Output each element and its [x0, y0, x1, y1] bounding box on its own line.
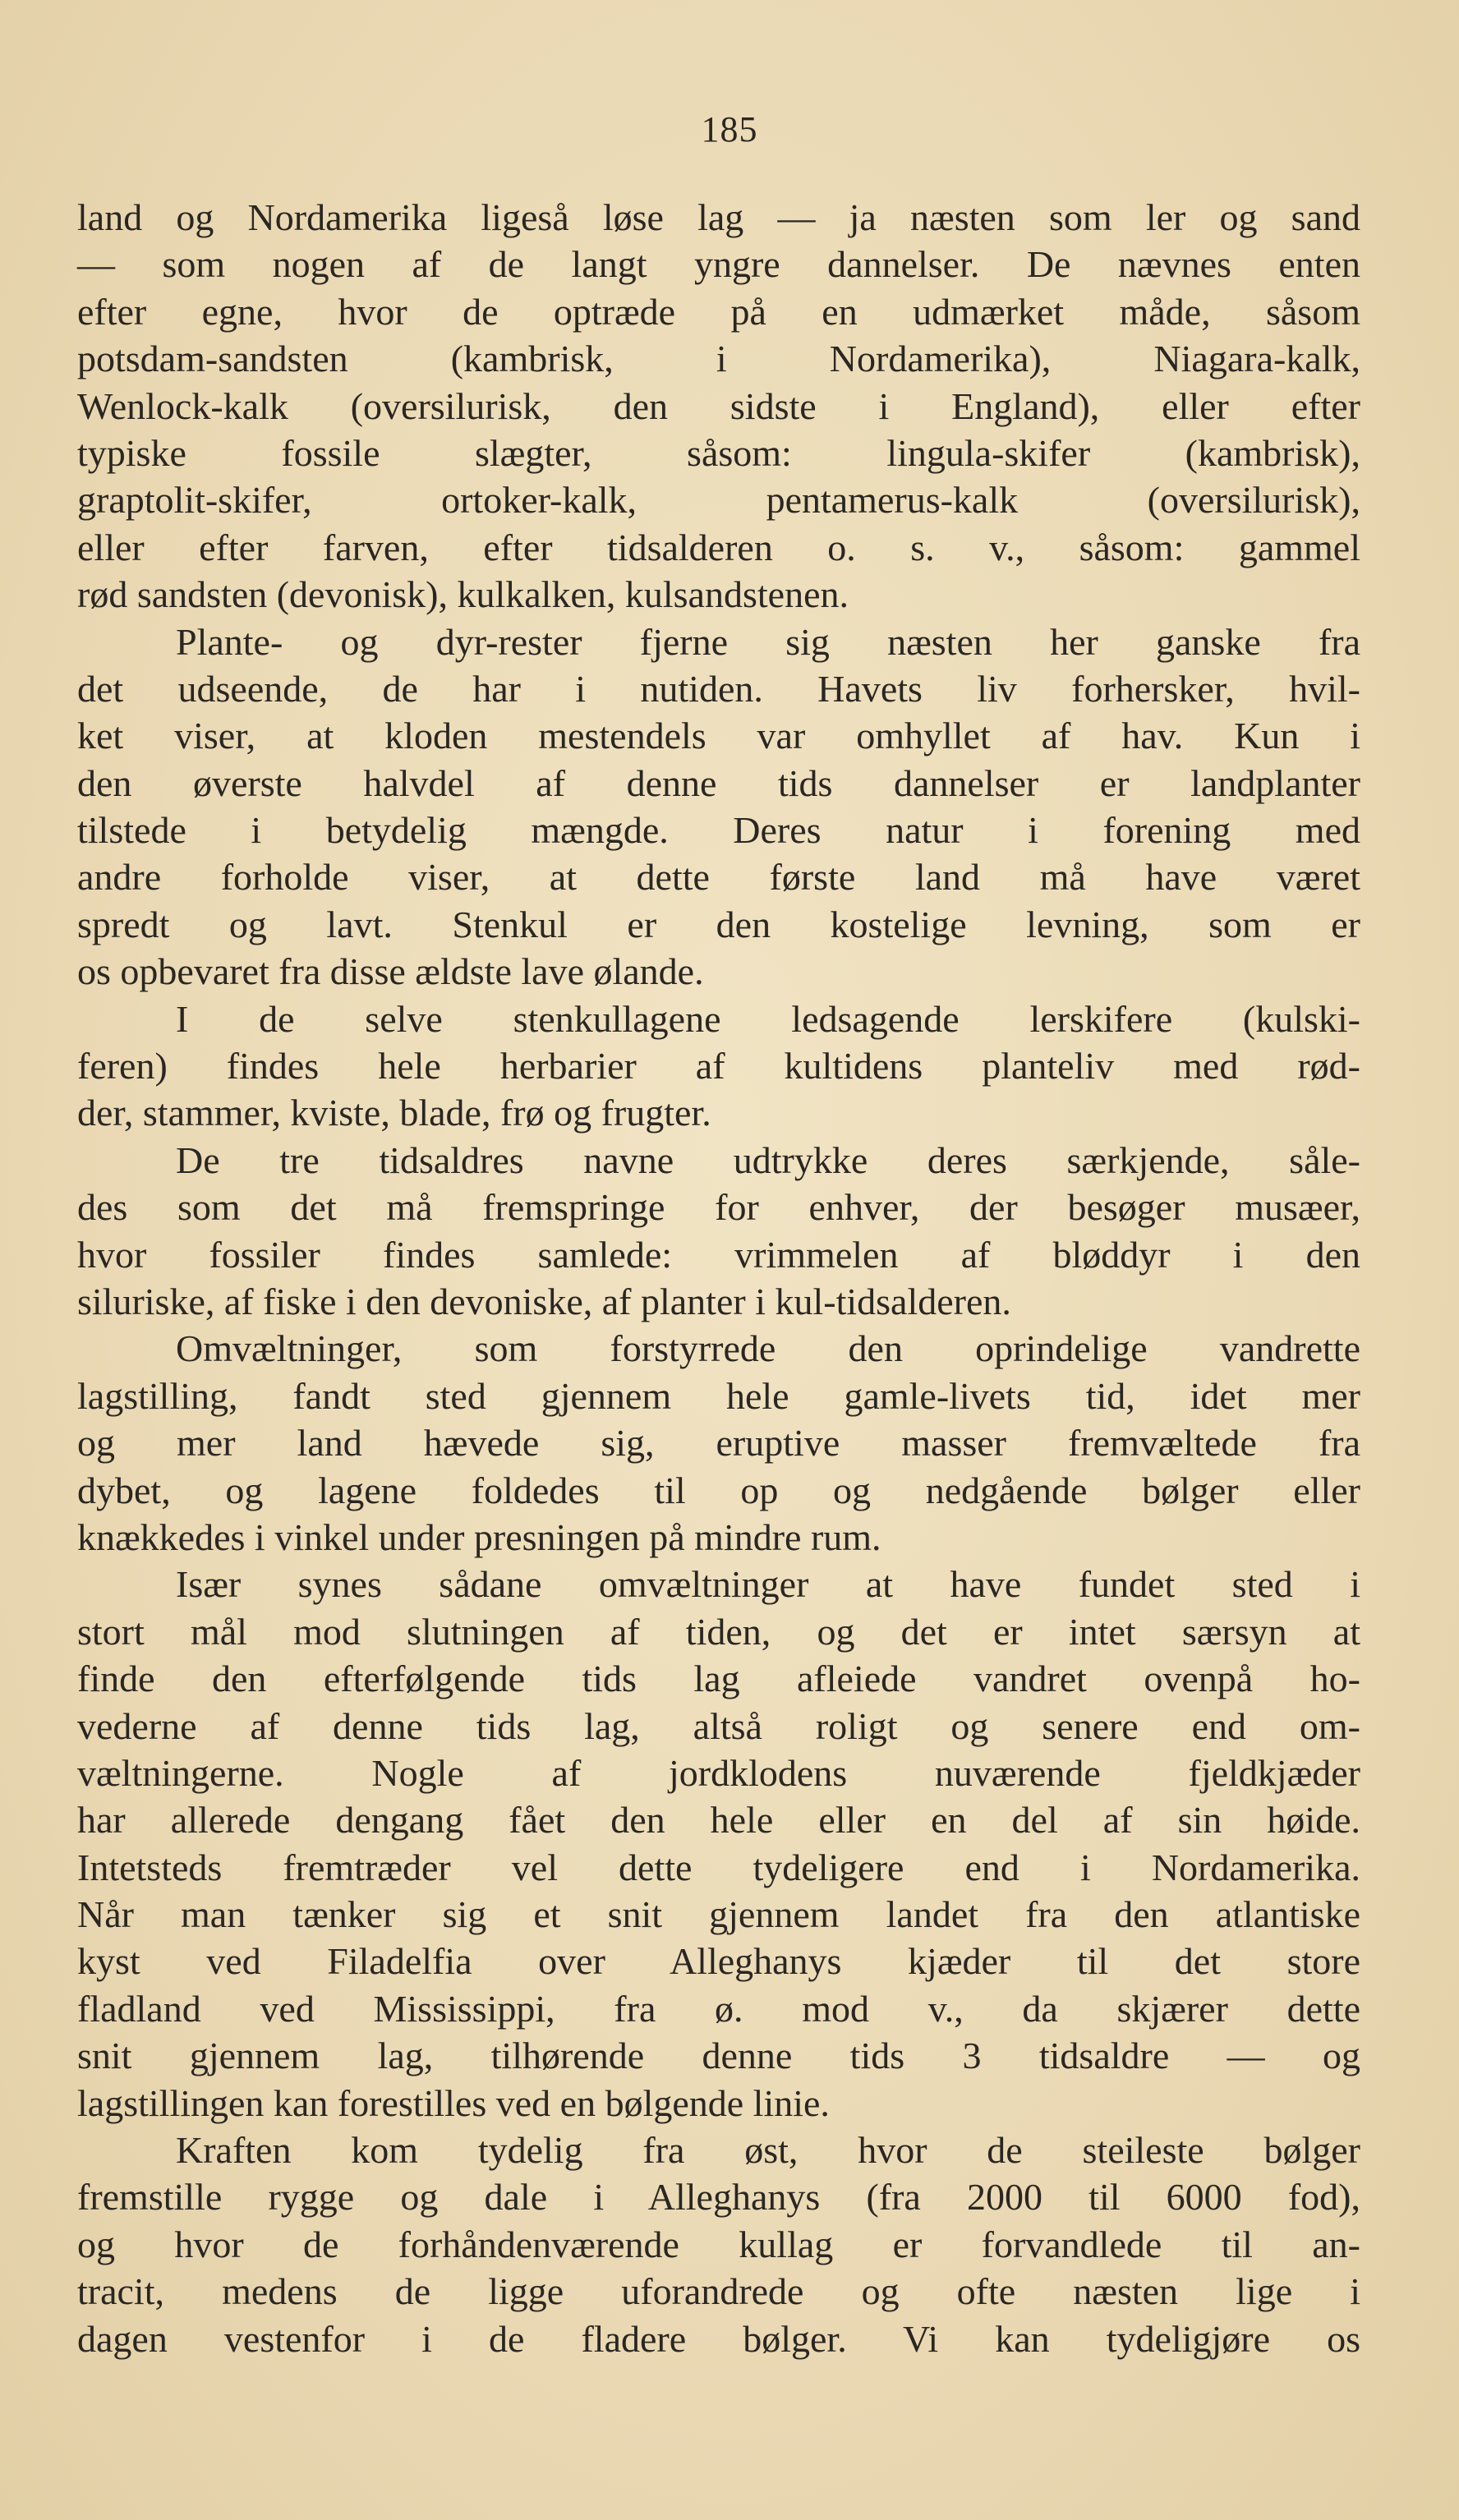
text-line: væltningerne. Nogle af jordklodens nuværende fjeldkjæder	[77, 1751, 1360, 1794]
text-line: stort mål mod slutningen af tiden, og det er intet særsyn at	[77, 1610, 1360, 1653]
text-line: det udseende, de har i nutiden. Havets liv forhersker, hvil-	[77, 667, 1360, 710]
text-line: vederne af denne tids lag, altså roligt og senere end om-	[77, 1704, 1360, 1747]
text-line: potsdam-sandsten (kambrisk, i Nordamerika), Niagara-kalk,	[77, 338, 1360, 380]
text-line: eller efter farven, efter tidsalderen o. s. v., såsom: gammel	[77, 526, 1360, 568]
text-line: dagen vestenfor i de fladere bølger. Vi kan tydeligjøre os	[77, 2317, 1360, 2360]
text-line: des som det må fremspringe for enhver, der besøger musæer,	[77, 1186, 1360, 1229]
text-line: tracit, medens de ligge uforandrede og ofte næsten lige i	[77, 2270, 1360, 2313]
text-line: De tre tidsaldres navne udtrykke deres særkjende, såle-	[176, 1138, 1360, 1181]
text-line: graptolit-skifer, ortoker-kalk, pentamerus-kalk (oversilurisk),	[77, 479, 1360, 522]
text-line: andre forholde viser, at dette første land må have været	[77, 856, 1360, 899]
text-line: ket viser, at kloden mestendels var omhyllet af hav. Kun i	[77, 715, 1360, 757]
text-line: knækkedes i vinkel under presningen på mindre rum.	[77, 1515, 881, 1558]
text-line: snit gjennem lag, tilhørende denne tids 3 tidsaldre — og	[77, 2035, 1360, 2077]
text-line: I de selve stenkullagene ledsagende lerskifere (kulski-	[176, 997, 1360, 1040]
text-line: dybet, og lagene foldedes til op og nedgående bølger eller	[77, 1469, 1360, 1511]
text-line: Når man tænker sig et snit gjennem landet fra den atlantiske	[77, 1893, 1360, 1936]
text-line: og mer land hævede sig, eruptive masser fremvæltede fra	[77, 1422, 1360, 1465]
text-line: rød sandsten (devonisk), kulkalken, kulsandstenen.	[77, 573, 849, 616]
text-line: typiske fossile slægter, såsom: lingula-skifer (kambrisk),	[77, 431, 1360, 474]
text-line: os opbevaret fra disse ældste lave ølande.	[77, 950, 704, 993]
text-line: siluriske, af fiske i den devoniske, af planter i kul-tidsalderen.	[77, 1280, 1011, 1322]
text-line: finde den efterfølgende tids lag afleiede vandret ovenpå ho-	[77, 1658, 1360, 1700]
text-line: feren) findes hele herbarier af kultidens planteliv med rød-	[77, 1045, 1360, 1088]
text-line: Kraften kom tydelig fra øst, hvor de steileste bølger	[176, 2129, 1360, 2172]
text-line: Plante- og dyr-rester fjerne sig næsten her ganske fra	[176, 620, 1360, 663]
text-line: land og Nordamerika ligeså løse lag — ja næsten som ler og sand	[77, 196, 1360, 238]
body-text	[77, 194, 1360, 2362]
text-line: efter egne, hvor de optræde på en udmærket måde, såsom	[77, 290, 1360, 333]
page-number: 185	[701, 109, 758, 149]
text-line: har allerede dengang fået den hele eller en del af sin høide.	[77, 1799, 1360, 1842]
text-line: Omvæltninger, som forstyrrede den oprindelige vandrette	[176, 1327, 1360, 1370]
text-line: og hvor de forhåndenværende kullag er forvandlede til an-	[77, 2223, 1360, 2265]
text-line: kyst ved Filadelfia over Alleghanys kjæder til det store	[77, 1940, 1360, 1983]
text-line: der, stammer, kviste, blade, frø og frugter.	[77, 1092, 711, 1134]
text-line: spredt og lavt. Stenkul er den kostelige levning, som er	[77, 903, 1360, 945]
text-line: fladland ved Mississippi, fra ø. mod v., da skjærer dette	[77, 1987, 1360, 2030]
text-line: lagstillingen kan forestilles ved en bølgende linie.	[77, 2081, 830, 2124]
text-line: — som nogen af de langt yngre dannelser. De nævnes enten	[77, 243, 1360, 286]
text-line: lagstilling, fandt sted gjennem hele gamle-livets tid, idet mer	[77, 1374, 1360, 1417]
text-line: fremstille rygge og dale i Alleghanys (fra 2000 til 6000 fod),	[77, 2176, 1360, 2219]
text-line: Især synes sådane omvæltninger at have fundet sted i	[176, 1563, 1360, 1606]
text-line: Wenlock-kalk (oversilurisk, den sidste i England), eller efter	[77, 384, 1360, 427]
text-line: Intetsteds fremtræder vel dette tydeligere end i Nordamerika.	[77, 1846, 1360, 1888]
text-line: den øverste halvdel af denne tids dannelser er landplanter	[77, 761, 1360, 804]
text-line: tilstede i betydelig mængde. Deres natur i forening med	[77, 809, 1360, 852]
text-line: hvor fossiler findes samlede: vrimmelen af bløddyr i den	[77, 1233, 1360, 1276]
